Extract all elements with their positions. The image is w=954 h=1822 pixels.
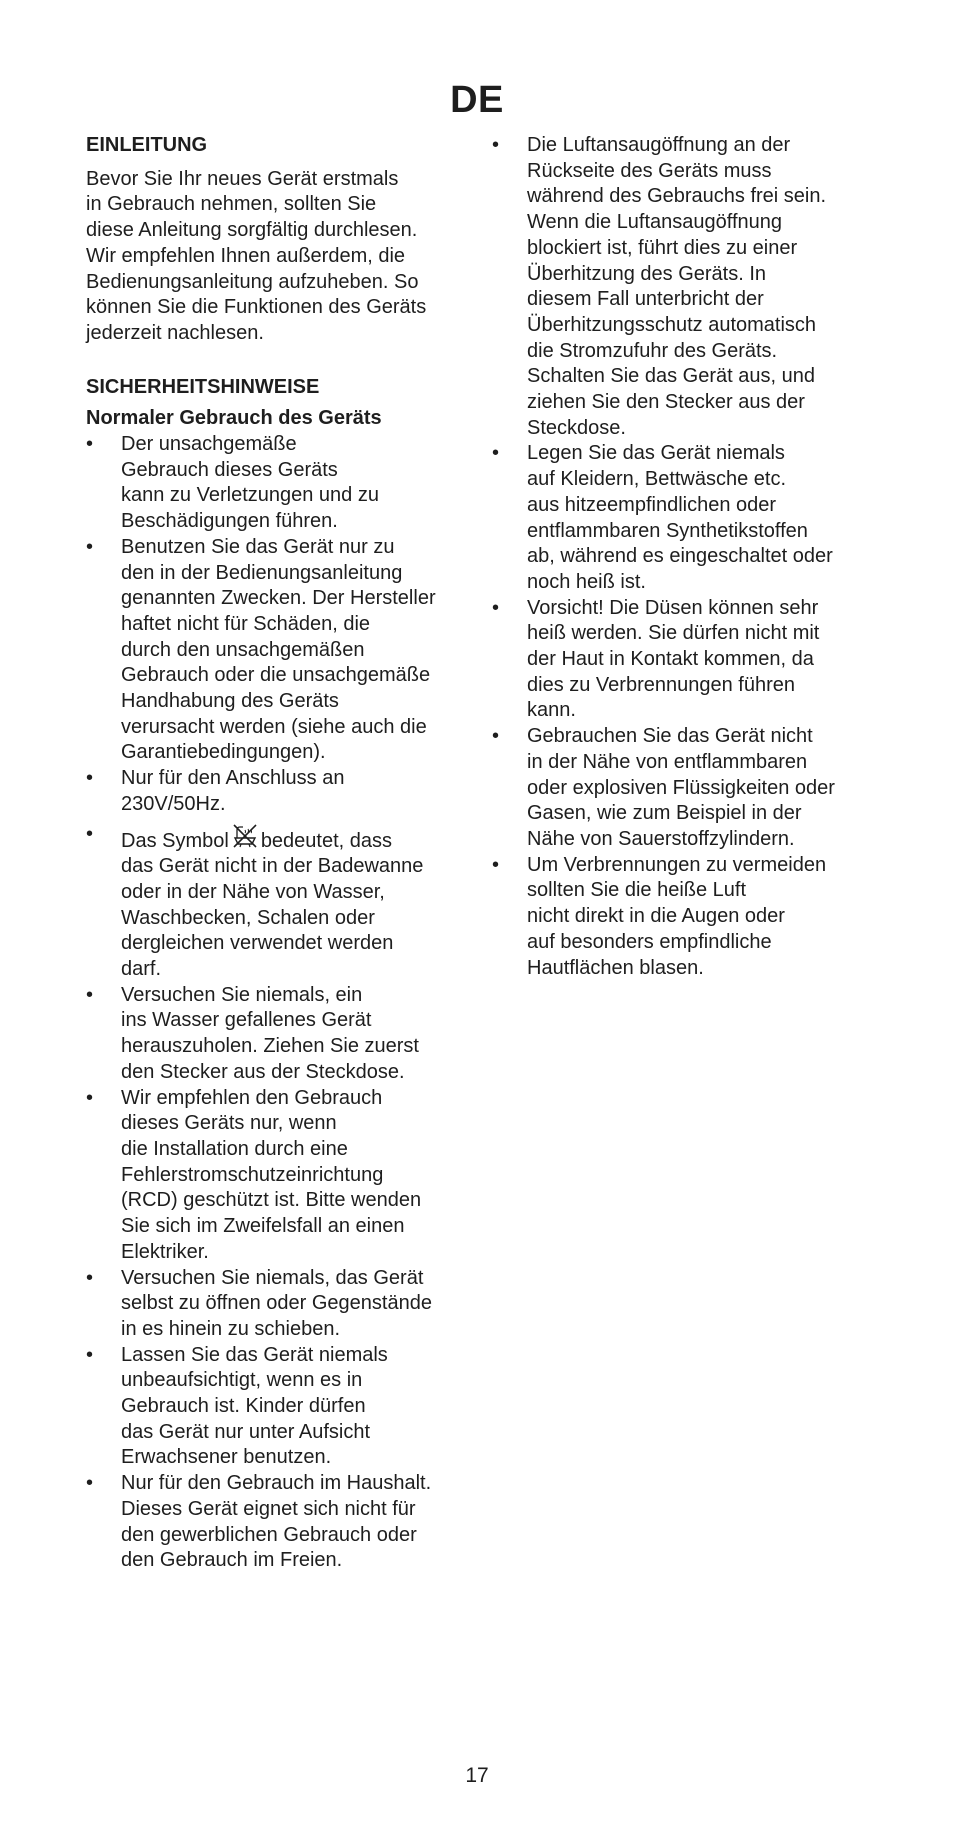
- list-item-text: Vorsicht! Die Düsen können sehr heiß werden. Sie dürfen nicht mit der Haut in Kontakt kommen, da dies zu Verbrennungen führen kann.: [527, 596, 820, 722]
- intro-paragraph: Bevor Sie Ihr neues Gerät erstmals in Gebrauch nehmen, sollten Sie diese Anleitung sorgfältig durchlesen. Wir empfehlen Ihnen außerdem, die Bedienungsanleitung aufzuheben. So können Sie die Funktionen des Geräts jederzeit nachlesen.: [86, 167, 427, 344]
- safety-subheading: Normaler Gebrauch des Geräts: [86, 407, 382, 430]
- list-item-text: Wir empfehlen den Gebrauch dieses Geräts nur, wenn die Installation durch eine Fehlerstromschutzeinrichtung (RCD) geschützt ist. Bitte wenden Sie sich im Zweifelsfall an einen Elektriker.: [121, 1086, 422, 1263]
- left-column: [86, 133, 466, 1574]
- safety-heading: SICHERHEITSHINWEISE: [86, 375, 320, 398]
- bullet-icon: •: [86, 433, 94, 455]
- list-item-text: Die Luftansaugöffnung an der Rückseite des Geräts muss während des Gebrauchs frei sein. Wenn die Luftansaugöffnung blockiert ist, führt dies zu einer Überhitzung des Geräts. In diesem Fall unterbricht der Überhitzungsschutz automatisch die Stromzufuhr des Geräts. Schalten Sie das Gerät aus, und ziehen Sie den Stecker aus der Steckdose.: [527, 134, 827, 439]
- bullet-icon: •: [86, 822, 94, 845]
- list-item: [86, 1471, 466, 1574]
- language-heading: DE: [450, 79, 504, 121]
- bullet-icon: •: [86, 1086, 94, 1109]
- section-spacer: [86, 347, 466, 375]
- bullet-icon: •: [492, 442, 500, 465]
- list-item: [492, 596, 872, 725]
- bullet-icon: •: [492, 596, 500, 619]
- list-item: [86, 535, 466, 766]
- list-item: [86, 1343, 466, 1472]
- bullet-icon: •: [86, 535, 94, 558]
- bullet-icon: •: [492, 725, 500, 748]
- list-item: [492, 133, 872, 441]
- list-item-text: Nur für den Anschluss an 230V/50Hz.: [121, 767, 345, 815]
- safety-list-continued: [492, 133, 872, 981]
- list-item-text: Gebrauchen Sie das Gerät nicht in der Nähe von entflammbaren oder explosiven Flüssigkeiten oder Gasen, wie zum Beispiel in der Nähe von Sauerstoffzylindern.: [527, 725, 835, 850]
- list-item: [86, 766, 466, 817]
- list-item: [86, 822, 466, 983]
- list-item: [86, 1266, 466, 1343]
- list-item: [492, 724, 872, 853]
- list-item-text: Der unsachgemäße Gebrauch dieses Geräts kann zu Verletzungen und zu Beschädigungen führen.: [121, 433, 379, 533]
- bullet-icon: •: [492, 853, 500, 876]
- list-item: [86, 432, 466, 535]
- intro-heading: EINLEITUNG: [86, 134, 208, 156]
- bullet-icon: •: [86, 1343, 94, 1366]
- list-item-text: Nur für den Gebrauch im Haushalt. Dieses Gerät eignet sich nicht für den gewerblichen Gebrauch oder den Gebrauch im Freien.: [121, 1472, 432, 1572]
- page-number: 17: [465, 1764, 489, 1787]
- bullet-icon: •: [492, 134, 500, 156]
- list-item: [86, 983, 466, 1086]
- list-item-text: Benutzen Sie das Gerät nur zu den in der Bedienungsanleitung genannten Zwecken. Der Hersteller haftet nicht für Schäden, die durch den unsachgemäßen Gebrauch oder die unsachgemäße Handhabung des Geräts verursacht werden (siehe auch die Garantiebedingungen).: [121, 535, 436, 764]
- list-item-text: Versuchen Sie niemals, ein ins Wasser gefallenes Gerät herauszuholen. Ziehen Sie zuerst den Stecker aus der Steckdose.: [121, 983, 419, 1083]
- safety-list: [86, 432, 466, 1574]
- bullet-icon: •: [86, 983, 94, 1006]
- bullet-icon: •: [86, 767, 94, 790]
- symbol-text-after: bedeutet, dass das Gerät nicht in der Badewanne oder in der Nähe von Wasser, Waschbecken, Schalen oder dergleichen verwendet werden darf.: [121, 829, 424, 981]
- list-item-text: Um Verbrennungen zu vermeiden sollten Sie die heiße Luft nicht direkt in die Augen oder auf besonders empfindliche Hautflächen blasen.: [527, 853, 827, 979]
- list-item-text: Legen Sie das Gerät niemals auf Kleidern, Bettwäsche etc. aus hitzeempfindlichen oder entflammbaren Synthetikstoffen ab, während es eingeschaltet oder noch heiß ist.: [527, 442, 833, 593]
- no-water-bathtub-icon: [231, 822, 259, 848]
- list-item: [492, 853, 872, 982]
- symbol-text-before: Das Symbol: [121, 829, 229, 852]
- list-item: [86, 1086, 466, 1266]
- list-item: [492, 441, 872, 595]
- list-item-text: Lassen Sie das Gerät niemals unbeaufsichtigt, wenn es in Gebrauch ist. Kinder dürfen das Gerät nur unter Aufsicht Erwachsener benutzen.: [121, 1343, 388, 1469]
- bullet-icon: •: [86, 1266, 94, 1289]
- list-item-text: Versuchen Sie niemals, das Gerät selbst zu öffnen oder Gegenstände in es hinein zu schieben.: [121, 1266, 432, 1340]
- right-column: [492, 133, 872, 981]
- bullet-icon: •: [86, 1472, 94, 1495]
